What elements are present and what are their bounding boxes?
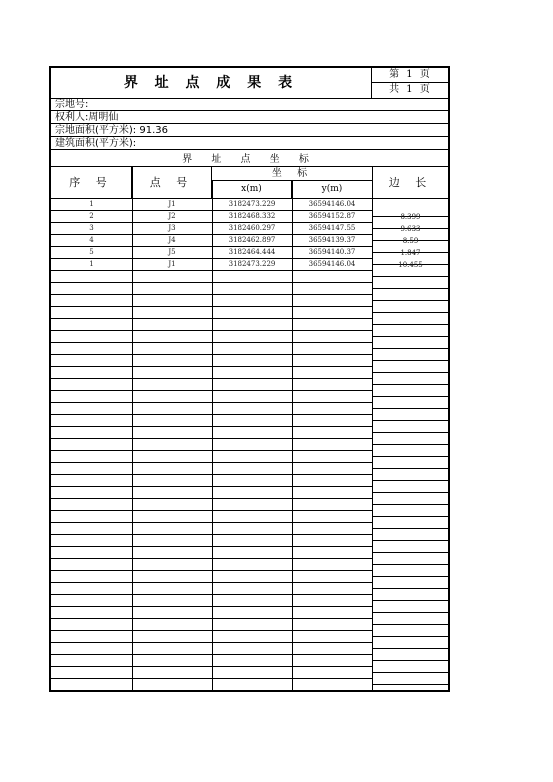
cell-y: 36594139.37 — [308, 236, 356, 244]
cell-y — [292, 607, 372, 618]
cell-y — [292, 643, 372, 654]
cell-x — [212, 655, 292, 666]
edge-length: 10.455 — [398, 261, 423, 269]
cell-x — [212, 631, 292, 642]
cell-y — [292, 631, 372, 642]
cell-y — [292, 583, 372, 594]
cell-x — [212, 379, 292, 390]
cell-seq — [51, 391, 132, 402]
edge-row — [373, 492, 448, 504]
section-title: 界 址 点 坐 标 — [51, 153, 448, 167]
cell-point — [132, 403, 212, 414]
cadastral-result-table — [49, 66, 450, 692]
cell-seq — [51, 619, 132, 630]
cell-y — [292, 295, 372, 306]
building-area: 建筑面积(平方米): — [51, 138, 448, 150]
cell-x — [212, 607, 292, 618]
cell-x: 3182460.297 — [228, 224, 276, 232]
edge-row — [373, 540, 448, 552]
cell-y — [292, 547, 372, 558]
cell-seq — [51, 643, 132, 654]
title-row — [51, 68, 448, 99]
cell-x — [212, 679, 292, 690]
cell-y — [292, 427, 372, 438]
cell-y: 36594146.04 — [308, 260, 356, 268]
cell-point: J4 — [168, 236, 176, 244]
cell-y — [292, 415, 372, 426]
cell-y — [292, 499, 372, 510]
cell-point — [132, 283, 212, 294]
edge-row — [373, 552, 448, 564]
cell-seq: 5 — [89, 248, 94, 256]
column-divider — [212, 181, 213, 690]
cell-y — [292, 571, 372, 582]
cell-x — [212, 535, 292, 546]
cell-point: J2 — [168, 212, 176, 220]
edge-length: 8.59 — [402, 237, 419, 245]
cell-x — [212, 499, 292, 510]
cell-y — [292, 343, 372, 354]
edge-row — [373, 336, 448, 348]
cell-y — [292, 523, 372, 534]
cell-point — [132, 667, 212, 678]
header-y: y(m) — [292, 181, 373, 198]
cell-point — [132, 571, 212, 582]
parcel-number: 宗地号: — [51, 99, 448, 111]
cell-seq — [51, 475, 132, 486]
cell-y — [292, 379, 372, 390]
cell-x — [212, 439, 292, 450]
cell-x — [212, 427, 292, 438]
cell-x — [212, 307, 292, 318]
cell-y — [292, 283, 372, 294]
cell-seq: 2 — [89, 212, 94, 220]
cell-y — [292, 451, 372, 462]
cell-seq — [51, 631, 132, 642]
cell-point — [132, 463, 212, 474]
cell-point — [132, 595, 212, 606]
cell-x — [212, 511, 292, 522]
cell-y — [292, 319, 372, 330]
cell-point — [132, 559, 212, 570]
cell-x — [212, 571, 292, 582]
cell-seq — [51, 343, 132, 354]
edge-row — [373, 576, 448, 588]
edge-row — [373, 396, 448, 408]
cell-y: 36594152.87 — [308, 212, 356, 220]
cell-y — [292, 403, 372, 414]
cell-x — [212, 475, 292, 486]
owner: 权利人:周明仙 — [51, 112, 448, 124]
cell-point — [132, 655, 212, 666]
cell-point — [132, 451, 212, 462]
cell-seq — [51, 499, 132, 510]
edge-row — [373, 432, 448, 444]
cell-x — [212, 415, 292, 426]
cell-x: 3182473.229 — [228, 200, 276, 208]
cell-y — [292, 535, 372, 546]
cell-seq — [51, 511, 132, 522]
cell-seq — [51, 655, 132, 666]
cell-y — [292, 331, 372, 342]
header-point: 点 号 — [132, 167, 212, 198]
cell-point — [132, 355, 212, 366]
edge-length: 9.633 — [400, 225, 421, 233]
edge-row — [373, 324, 448, 336]
cell-point: J5 — [168, 248, 176, 256]
cell-x — [212, 583, 292, 594]
header-x: x(m) — [212, 181, 292, 198]
edge-row — [373, 612, 448, 624]
cell-point — [132, 607, 212, 618]
cell-seq — [51, 355, 132, 366]
cell-point — [132, 367, 212, 378]
cell-seq: 1 — [89, 200, 94, 208]
cell-y — [292, 475, 372, 486]
edge-row — [373, 360, 448, 372]
cell-point — [132, 439, 212, 450]
edge-row — [373, 198, 448, 210]
edge-row — [373, 528, 448, 540]
cell-seq — [51, 535, 132, 546]
edge-row — [373, 600, 448, 612]
cell-y — [292, 679, 372, 690]
edge-row — [373, 648, 448, 660]
edge-row — [373, 684, 448, 696]
cell-y: 36594146.04 — [308, 200, 356, 208]
cell-x — [212, 451, 292, 462]
cell-seq — [51, 307, 132, 318]
edge-row — [373, 624, 448, 636]
cell-x — [212, 343, 292, 354]
cell-x — [212, 331, 292, 342]
column-divider — [372, 167, 373, 690]
edge-row — [373, 300, 448, 312]
column-divider — [292, 181, 293, 690]
cell-y — [292, 619, 372, 630]
cell-x — [212, 403, 292, 414]
cell-x — [212, 463, 292, 474]
cell-seq — [51, 319, 132, 330]
cell-x — [212, 271, 292, 282]
cell-point — [132, 415, 212, 426]
cell-seq — [51, 607, 132, 618]
cell-point — [132, 499, 212, 510]
cell-y — [292, 355, 372, 366]
cell-x — [212, 283, 292, 294]
cell-y — [292, 439, 372, 450]
edge-length: 8.399 — [400, 213, 421, 221]
parcel-area: 宗地面积(平方米): 91.36 — [51, 125, 448, 137]
cell-x — [212, 295, 292, 306]
edge-row — [373, 444, 448, 456]
cell-x — [212, 391, 292, 402]
page-total: 共 1 页 — [389, 84, 432, 95]
cell-x — [212, 547, 292, 558]
cell-seq: 4 — [89, 236, 94, 244]
cell-y — [292, 595, 372, 606]
cell-point — [132, 427, 212, 438]
page-title: 界 址 点 成 果 表 — [123, 75, 299, 91]
edge-row — [373, 516, 448, 528]
cell-x — [212, 619, 292, 630]
cell-point — [132, 319, 212, 330]
edge-row — [373, 312, 448, 324]
cell-seq — [51, 571, 132, 582]
cell-point: J3 — [168, 224, 176, 232]
cell-seq — [51, 583, 132, 594]
header-edge: 边 长 — [388, 176, 433, 189]
cell-x: 3182473.229 — [228, 260, 276, 268]
cell-x: 3182464.444 — [228, 248, 276, 256]
cell-point — [132, 487, 212, 498]
cell-x — [212, 523, 292, 534]
cell-point — [132, 583, 212, 594]
cell-x — [212, 595, 292, 606]
cell-point — [132, 343, 212, 354]
cell-y — [292, 367, 372, 378]
cell-seq — [51, 283, 132, 294]
cell-seq — [51, 331, 132, 342]
cell-y — [292, 271, 372, 282]
edge-row — [373, 384, 448, 396]
edge-row — [373, 420, 448, 432]
cell-seq — [51, 547, 132, 558]
cell-seq — [51, 463, 132, 474]
cell-seq — [51, 415, 132, 426]
cell-x — [212, 559, 292, 570]
cell-seq — [51, 367, 132, 378]
edge-row — [373, 480, 448, 492]
cell-point — [132, 619, 212, 630]
edge-row — [373, 660, 448, 672]
cell-y — [292, 307, 372, 318]
cell-x — [212, 319, 292, 330]
cell-x — [212, 487, 292, 498]
cell-seq — [51, 451, 132, 462]
cell-point — [132, 643, 212, 654]
cell-point — [132, 307, 212, 318]
cell-y — [292, 655, 372, 666]
cell-point — [132, 535, 212, 546]
edge-row — [373, 408, 448, 420]
edge-row — [373, 456, 448, 468]
cell-y — [292, 463, 372, 474]
cell-point: J1 — [168, 200, 176, 208]
cell-point — [132, 523, 212, 534]
edge-row — [373, 504, 448, 516]
cell-x — [212, 367, 292, 378]
cell-seq — [51, 295, 132, 306]
cell-y — [292, 487, 372, 498]
page-current: 第 1 页 — [372, 68, 449, 83]
edge-row — [373, 372, 448, 384]
cell-point: J1 — [168, 260, 176, 268]
edge-row — [373, 468, 448, 480]
cell-seq — [51, 439, 132, 450]
cell-y — [292, 559, 372, 570]
edge-row — [373, 636, 448, 648]
cell-point — [132, 547, 212, 558]
cell-point — [132, 511, 212, 522]
edge-row — [373, 348, 448, 360]
cell-seq — [51, 523, 132, 534]
cell-point — [132, 271, 212, 282]
edge-row — [373, 588, 448, 600]
cell-y: 36594140.37 — [308, 248, 356, 256]
edge-length: 1.847 — [400, 249, 421, 257]
cell-point — [132, 631, 212, 642]
cell-point — [132, 295, 212, 306]
cell-x: 3182462.897 — [228, 236, 276, 244]
edge-row — [373, 276, 448, 288]
cell-point — [132, 475, 212, 486]
cell-x — [212, 667, 292, 678]
cell-seq — [51, 667, 132, 678]
cell-y — [292, 667, 372, 678]
header-coordinate: 坐 标 — [212, 167, 373, 181]
cell-x — [212, 355, 292, 366]
cell-y — [292, 511, 372, 522]
cell-x — [212, 643, 292, 654]
edge-row — [373, 564, 448, 576]
cell-seq — [51, 487, 132, 498]
cell-seq — [51, 271, 132, 282]
cell-y: 36594147.55 — [308, 224, 356, 232]
cell-seq: 1 — [89, 260, 94, 268]
cell-x: 3182468.332 — [228, 212, 276, 220]
cell-seq — [51, 427, 132, 438]
cell-point — [132, 379, 212, 390]
page-indicator — [371, 68, 449, 98]
edge-row — [373, 288, 448, 300]
cell-point — [132, 391, 212, 402]
header-seq: 序 号 — [51, 167, 132, 198]
edge-row — [373, 672, 448, 684]
cell-y — [292, 391, 372, 402]
cell-seq — [51, 595, 132, 606]
cell-seq — [51, 379, 132, 390]
cell-seq: 3 — [89, 224, 94, 232]
cell-seq — [51, 403, 132, 414]
cell-seq — [51, 559, 132, 570]
cell-seq — [51, 679, 132, 690]
cell-point — [132, 679, 212, 690]
column-divider — [132, 167, 133, 690]
cell-point — [132, 331, 212, 342]
